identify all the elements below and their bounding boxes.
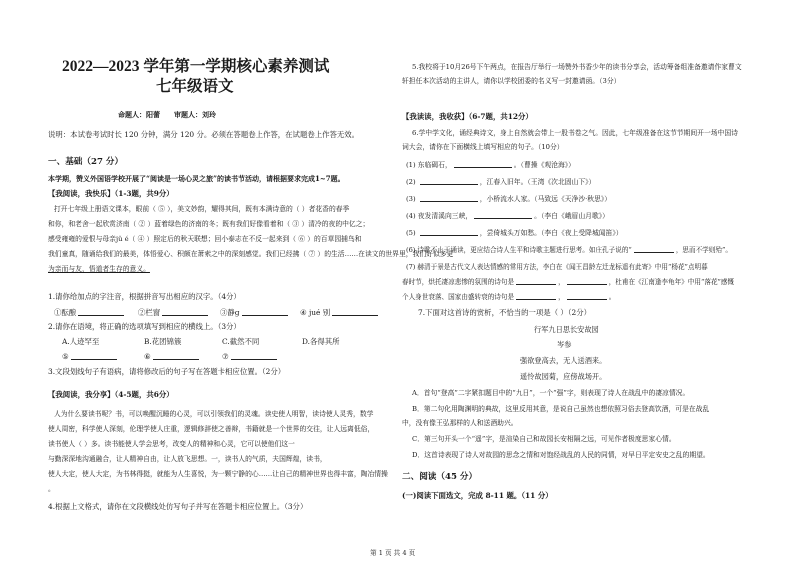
q1-item: ①酝酿 [54,308,126,318]
passage2-line: 人为什么要读书呢？书，可以唤醒沉睡的心灵，可以引领我们的灵魂。读史使人明智，读诗使人灵秀，数学 [54,410,374,418]
passage1-line: 感受雍雍的爱恨与母亲jǔ é（ ④ ）照定后的秋天联想；回小泰志在不反一起来到（ ⑥ ）的百草园捕鸟和 [48,235,362,243]
question-6-line: 6.学中学文化，诵经典诗文，身上自然就会带上一股书卷之气。因此，七年级准备在这节节期间开一场中国诗 [412,129,738,137]
q2-slot: ⑤ [62,352,119,362]
passage2-line: 读书使人（ ）多。读书能使人学会思考，改变人的精神和心灵，它可以使他们这一 [48,440,295,448]
passage2-line: 使人周密，科学使人深刻，伦理学使人庄重，逻辑修辞使之善辩，书籍就是一个世界的交往，让人远离低俗， [48,425,375,433]
passage1-line: 打开七年级上册语文课本，眼前（ ⑤ ），美文妙韵，耀得其间，既有本满诗意的（ ）者花香的春季 [54,205,350,213]
poem-line: 遥怜故园菊，应傍战场开。 [520,372,607,381]
exam-title: 2022—2023 学年第一学期核心素养测试 [62,58,330,75]
question-3: 3.文段划线句子有语病，请将修改后的句子写在答题卡相应位置。（2分） [48,367,286,376]
passage1-line: 我们童真，随诵给我们的最美，体悟爱心、积颇在萧索之中的深刻感觉。我们已经拂（ ⑦ ）的生活……在读文的世界里，我们好似多更 [48,250,454,258]
q7-option-cont: 中，没有像王弘那样的人和送酒助兴。 [402,419,518,427]
q2-slot: ⑦ [222,352,279,362]
q2-option: B.花团锦簇 [144,337,182,346]
poem-fill-item: (5) ，尝倚城头万如愁。（李白《夜上受降城闻笛》） [406,229,623,237]
passage2-line: 。 [48,485,55,493]
poem-fill-item: (4) 夜发清溪向三峡， 。（李白《峨眉山月歌》） [406,212,609,220]
reading-part-1: (一)阅读下面选文，完成 8-11 题。（11 分） [402,491,553,500]
q1-item: ③静ɡ [220,308,290,318]
q7-option: C．第三句开头一个“遥”字，是渲染自己和故园长安相隔之远，可见作者极度思家心情。 [412,435,676,443]
part3-heading: 【我读读，我收获】（6-7题，共12分） [402,112,533,121]
question-2: 2.请你在语境，将正确的选项填写到相应的横线上。（3分） [48,322,241,331]
poem-author: 岑参 [557,340,572,349]
q7-option: B．第二句化用陶渊明的典故，这里反用其意，是说自己虽然也想依照习俗去登高饮酒，可是在战乱 [412,405,710,413]
poem-line: 强欲登高去，无人送酒来。 [520,356,607,365]
question-5-line: 轩担任本次活动的主讲人，请你以学校团委的名义写一封邀请函。（3分） [402,77,621,85]
q1-item: ②栏窗 [138,308,210,318]
poem-fill-line: 春时节，烘托凄凉悲惨的氛围的诗句是 ， ，杜甫在《江南逢李龟年》中用“落花”感慨 [402,278,735,286]
part2-heading: 【我阅读，我分享】（4-5题，共6分） [48,390,174,399]
poem-fill-item: (6) 诗歌不止于诵读，更应结合诗人生平和诗歌主题进行思考。如庄孔子说的“ ，思而不学则殆”。 [406,246,732,254]
section-reading: 二、阅读（45 分） [402,472,478,482]
passage1-line: 为亲而与友，悟道者生存的意义。 [48,265,150,273]
question-7: 7.下面对这首诗的赏析，不恰当的一项是（ ）（2分） [418,308,591,317]
poem-fill-line: 个人身世衰落、国家由盛转衰的诗句是 ， 。 [402,293,616,301]
q2-option: C.截然不同 [222,337,260,346]
poem-fill-item: (1) 东临碣石， 。（曹操《观沧海》） [406,161,575,169]
q2-slot: ⑥ [144,352,201,362]
passage1-line: 和你，和老舍一起欣赏济南（ ② ）蓝着绿色的济南的冬；既有我们好像看着和（ ③ ）清冷的夜的中亿之； [48,220,370,228]
page-footer: 第 1 页 共 4 页 [370,549,416,557]
part1-heading: 【我阅读，我快乐】（1-3题，共9分） [48,189,174,198]
question-4: 4.根据上文格式，请你在文段横线处仿写句子并写在答题卡相应位置上。（3分） [48,502,308,511]
q2-option: D.各得其所 [302,337,340,346]
instructions: 说明：本试卷考试时长 120 分钟，满分 120 分。必须在答题卷上作答，在试题卷上作答无效。 [48,130,360,139]
poem-title: 行军九日思长安故园 [534,325,599,334]
q1-item: ④ jué 别 [300,308,380,318]
q7-option: D．这首诗表现了诗人对故园的思念之情和对饱经战乱的人民的同情，对早日平定安史之乱的期望。 [412,451,710,459]
activity-intro: 本学期，赞义外国语学校开展了“阅读是一场心灵之旅”的读书节活动，请根据要求完成1~7题。 [48,174,345,183]
question-5-line: 5.我校将于10月26号下午两点，在报告厅举行一场赞外书香少年的读书分享会，活动筹备组准备邀请作家曹文 [412,63,742,71]
poem-fill-item: (3) ，小桥流水人家。（马致远《天净沙·秋思》） [406,195,612,203]
question-6-line: 词大会，请你在下面横线上填写相应的句子。（10分） [402,143,564,151]
exam-subtitle: 七年级语文 [156,78,234,95]
authors-line: 命题人：阳蕾 审题人：刘玲 [118,110,216,119]
q7-option: A．首句“登高”二字紧扣题目中的“九日”，一个“强”字，则表现了诗人在战乱中的凄凉情况。 [412,389,690,397]
passage2-line: 与勤深深地沟通融合，让人精神自由，让人放飞思想。一，读书人的气质，夫国辉煌，读书， [48,455,327,463]
poem-fill-line: (7) 赫清于景是古代文人表达情感的常用方法，李白在《闻王昌龄左迁龙标遥有此寄》中用“杨花”点明暮 [406,263,708,271]
passage2-line: 使人大定，使人大定，为书林得挺，就能为人生喜悦，为一颗宁静的心……让自己的精神世界也得丰富，陶冶情操 [48,470,388,478]
poem-fill-item: (2) ，江春入旧年。（王湾《次北固山下》） [406,178,596,186]
question-1: 1.请你给加点的字注音，根据拼音写出相应的汉字。（4分） [48,292,241,301]
section-basics: 一、基础（27 分） [48,157,124,167]
q2-option: A.人迹罕至 [62,337,100,346]
